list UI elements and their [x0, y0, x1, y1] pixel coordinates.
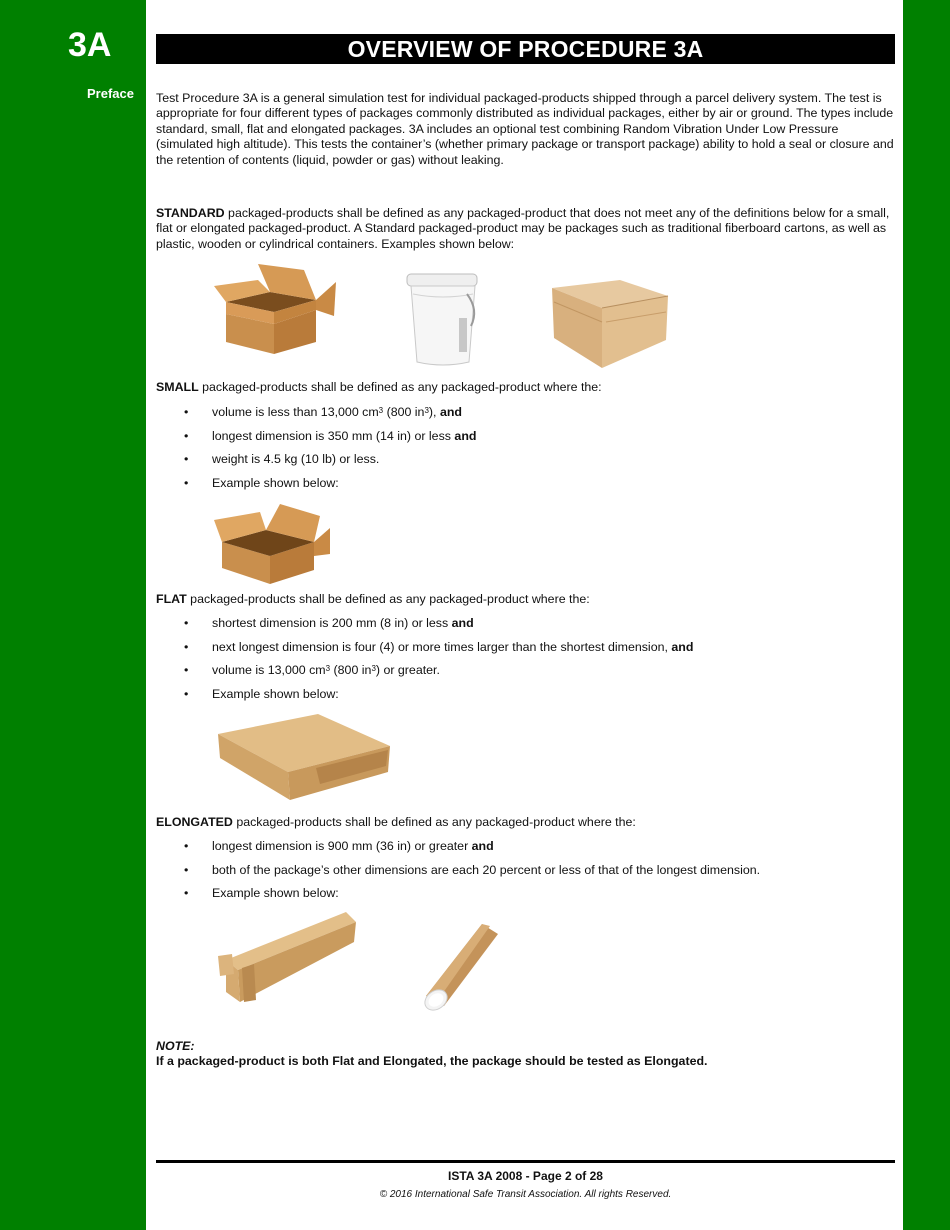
list-item: • volume is less than 13,000 $cm^3$ (800 $in^3$), and [156, 404, 476, 428]
elongated-criteria-list [156, 838, 760, 909]
footer-divider [156, 1160, 895, 1163]
standard-definition: STANDARD packaged-products shall be defined as any packaged-product that does not meet any of the definitions below for a small, flat or elongated packaged-product. A Standard packaged-product may be packages such as traditional fiberboard cartons, as well as plastic, wooden or cylindrical containers. Examples shown below: [156, 206, 890, 251]
wooden-crate-image [548, 278, 672, 370]
left-sidebar [0, 0, 146, 1230]
small-definition: SMALL packaged-products shall be defined as any packaged-product where the: [156, 380, 602, 394]
standard-term: STANDARD [156, 206, 225, 220]
list-item: • volume is 13,000 $cm^3$ (800 $in^3$) or greater. [156, 662, 693, 686]
small-carton-image [214, 502, 332, 586]
note-text: If a packaged-product is both Flat and Elongated, the package should be tested as Elongated. [156, 1054, 708, 1069]
elongated-definition: ELONGATED packaged-products shall be defined as any packaged-product where the: [156, 815, 636, 829]
long-carton-image [216, 912, 358, 1004]
mailing-tube-image [422, 920, 502, 1012]
list-item: • longest dimension is 900 mm (36 in) or greater and [156, 838, 760, 862]
flat-definition: FLAT packaged-products shall be defined as any packaged-product where the: [156, 592, 590, 606]
plastic-pail-image [405, 270, 481, 368]
flat-carton-image [216, 712, 392, 802]
list-item: • shortest dimension is 200 mm (8 in) or less and [156, 615, 693, 639]
small-criteria-list [156, 404, 476, 498]
list-item: • weight is 4.5 kg (10 lb) or less. [156, 451, 476, 475]
section-label: Preface [87, 86, 134, 101]
small-term: SMALL [156, 380, 199, 394]
page-title: OVERVIEW OF PROCEDURE 3A [156, 34, 895, 64]
footer-page-reference: ISTA 3A 2008 - Page 2 of 28 [448, 1169, 603, 1183]
intro-paragraph: Test Procedure 3A is a general simulation test for individual packaged-products shipped through a parcel delivery system. The test is appropriate for four different types of packages commonly distributed as individual packages, either by air or ground. The types include standard, small, flat and elongated packages. 3A includes an optional test combining Random Vibration Under Low Pressure (simulated high altitude). This tests the container’s (whether primary package or transport package) ability to hold a seal or closure and the retention of contents (liquid, powder or gas) without leaking. [156, 91, 894, 167]
note-label: NOTE: [156, 1039, 195, 1053]
footer-copyright: © 2016 International Safe Transit Association. All rights Reserved. [379, 1189, 672, 1200]
flat-term: FLAT [156, 592, 187, 606]
elongated-term: ELONGATED [156, 815, 233, 829]
right-margin-bar [903, 0, 950, 1230]
list-item: • next longest dimension is four (4) or more times larger than the shortest dimension, and [156, 639, 693, 663]
note-block [156, 1039, 895, 1070]
list-item: • longest dimension is 350 mm (14 in) or less and [156, 428, 476, 452]
list-item: • Example shown below: [156, 475, 476, 499]
flat-criteria-list [156, 615, 693, 709]
list-item: • Example shown below: [156, 885, 760, 909]
list-item: • both of the package’s other dimensions are each 20 percent or less of that of the longest dimension. [156, 862, 760, 886]
list-item: • Example shown below: [156, 686, 693, 710]
procedure-code: 3A [68, 26, 112, 64]
open-carton-image [212, 262, 338, 356]
